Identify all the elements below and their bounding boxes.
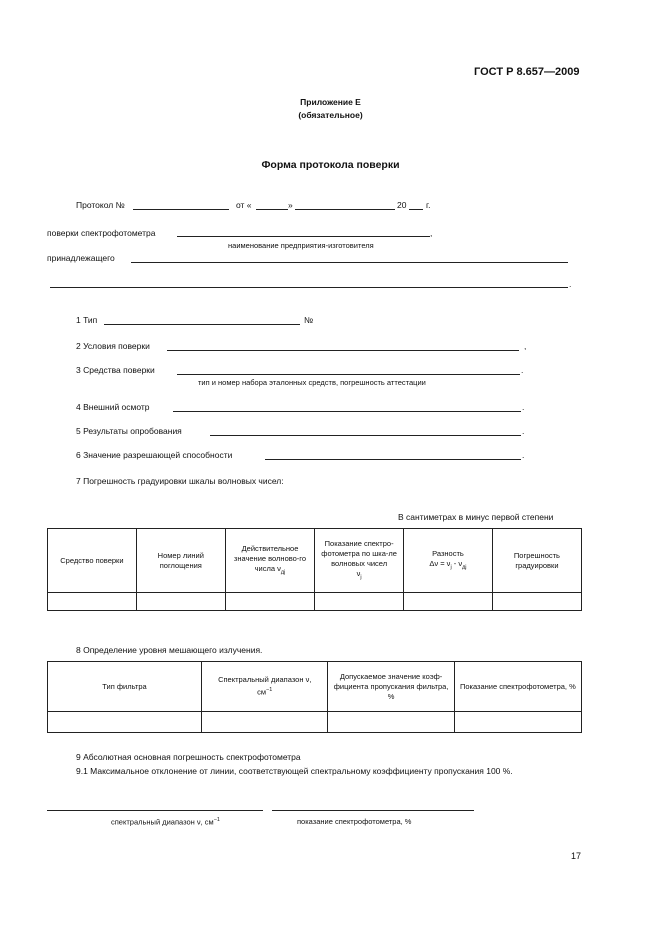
item-6-end: . [522,450,525,460]
conditions-field[interactable] [167,350,519,351]
means-field[interactable] [177,374,520,375]
item-3-means-label: 3 Средства поверки [76,365,155,375]
protocol-quote-close: » [288,200,293,210]
table-cell[interactable] [454,712,581,733]
protocol-month-field[interactable] [295,209,395,210]
stray-light-table [47,661,582,733]
manufacturer-caption: наименование предприятия-изготовителя [228,241,374,250]
item-6-resolution-label: 6 Значение разрешающей способности [76,450,233,460]
testing-field[interactable] [210,435,521,436]
header-spectral-range: Спектральный диапазон ν, $см^{-1}$ [202,662,328,712]
header-permissible-transmittance: Допускаемое значение коэф-фициента пропускания фильтра, % [328,662,454,712]
protocol-year-prefix: 20 [397,200,407,210]
spectral-range-caption: спектральный диапазон ν, $см^{-1}$ [111,817,220,827]
reading-field[interactable] [272,810,474,811]
protocol-year-field[interactable] [409,209,423,210]
table-cell[interactable] [328,712,454,733]
protocol-label: Протокол № [76,200,125,210]
item-8-label: 8 Определение уровня мешающего излучения. [76,645,263,655]
calibration-table [47,528,582,611]
item-5-testing-label: 5 Результаты опробования [76,426,182,436]
table-cell[interactable] [225,593,314,611]
header-difference: Разность $\Delta\nu = \nu_j - \nu_{дj}$ [404,529,493,593]
item-4-inspection-label: 4 Внешний осмотр [76,402,150,412]
header-spectrophotometer-reading: Показание спектрофотометра, % [454,662,581,712]
header-actual-wavenumber: Действительное значение волново-го числа $\nu_{дj}$ [225,529,314,593]
table-cell[interactable] [404,593,493,611]
table-row [48,593,582,611]
table-cell[interactable] [136,593,225,611]
header-filter-type: Тип фильтра [48,662,202,712]
means-caption: тип и номер набора эталонных средств, погрешность аттестации [198,378,426,387]
verification-end: , [430,228,433,238]
header-reading: Показание спектро-фотометра по шка-ле волновых чисел $\nu_j$ [315,529,404,593]
owner-label: принадлежащего [47,253,115,263]
table-cell[interactable] [48,712,202,733]
type-field[interactable] [104,324,300,325]
protocol-number-field[interactable] [133,209,229,210]
calibration-table-header-row [48,529,582,593]
owner-field-continued[interactable] [50,287,568,288]
item-4-end: . [522,402,525,412]
item-9-label: 9 Абсолютная основная погрешность спектрофотометра [76,752,301,762]
table-cell[interactable] [202,712,328,733]
appendix-title: Приложение Е [300,97,361,107]
inspection-field[interactable] [173,411,521,412]
item-1-number-label: № [304,315,314,325]
table-cell[interactable] [492,593,581,611]
reading-caption: показание спектрофотометра, % [297,817,412,826]
header-line-number: Номер линий поглощения [136,529,225,593]
item-5-end: . [522,426,525,436]
protocol-day-field[interactable] [256,209,288,210]
table-cell[interactable] [48,593,137,611]
manufacturer-field[interactable] [177,236,430,237]
resolution-field[interactable] [265,459,521,460]
protocol-from: от « [236,200,252,210]
spectral-range-field[interactable] [47,810,263,811]
item-3-end: . [521,365,524,375]
protocol-year-suffix: г. [426,200,431,210]
item-9-1-label: 9.1 Максимальное отклонение от линии, соответствующей спектральному коэффициенту пропускания 100 %. [76,766,513,776]
appendix-status: (обязательное) [298,110,363,120]
item-7-label: 7 Погрешность градуировки шкалы волновых чисел: [76,476,284,486]
table1-units: В сантиметрах в минус первой степени [398,512,554,522]
header-calibration-error: Погрешность градуировки [492,529,581,593]
verification-label: поверки спектрофотометра [47,228,156,238]
item-1-type-label: 1 Тип [76,315,98,325]
stray-light-table-header-row [48,662,582,712]
table-row [48,712,582,733]
item-2-end: , [524,341,527,351]
page-number: 17 [571,851,582,861]
header-means: Средство поверки [48,529,137,593]
form-title: Форма протокола поверки [261,159,400,171]
owner-end-dot: . [569,279,572,289]
owner-field[interactable] [131,262,568,263]
item-2-conditions-label: 2 Условия поверки [76,341,150,351]
standard-number: ГОСТ Р 8.657—2009 [474,66,580,78]
table-cell[interactable] [315,593,404,611]
